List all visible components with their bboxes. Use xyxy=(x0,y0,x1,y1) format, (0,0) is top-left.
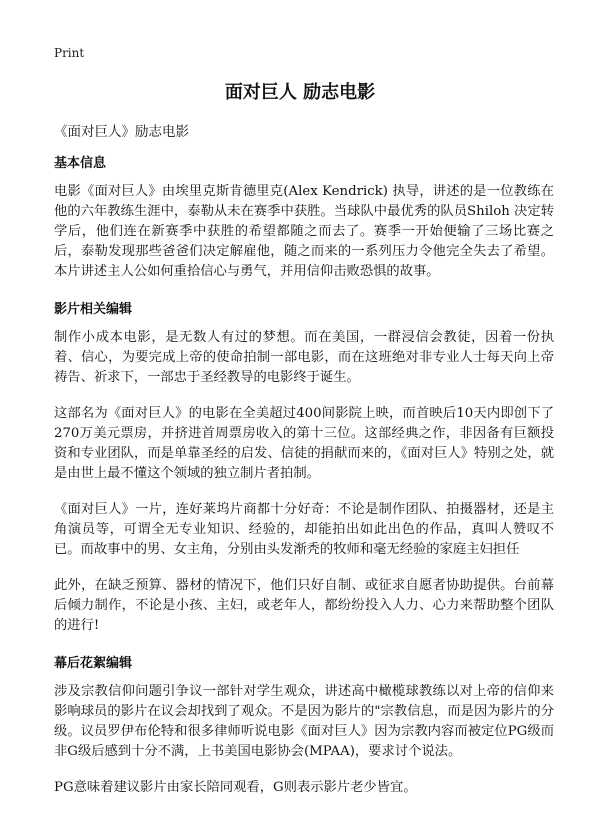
section-heading: 幕后花絮编辑 xyxy=(54,656,133,671)
page-subtitle: 《面对巨人》励志电影 xyxy=(54,124,189,140)
section-behind-scenes xyxy=(54,652,554,798)
article-body xyxy=(54,152,554,814)
paragraph: PG意味着建议影片由家长陪同观看，G则表示影片老少皆宜。 xyxy=(54,780,417,795)
paragraph: 这部名为《面对巨人》的电影在全美超过400间影院上映，而首映后10天内即创下了270万美元票房，并挤进首周票房收入的第十三位。这部经典之作，非因备有巨额投资和专业团队，而是单靠圣经的启发、信徒的捐献而来的，《面对巨人》特别之处，就是由世上最不懂这个领域的独立制片者拍制。 xyxy=(54,406,554,481)
paragraph: 《面对巨人》一片，连好莱坞片商都十分好奇：不论是制作团队、拍摄器材，还是主角演员等，可谓全无专业知识、经验的，却能拍出如此出色的作品，真叫人赞叹不已。而故事中的男、女主角，分别由头发渐秃的牧师和毫无经验的家庭主妇担任 xyxy=(54,502,554,557)
paragraph: 制作小成本电影，是无数人有过的梦想。而在美国，一群浸信会教徒，因着一份执着、信心，为要完成上帝的使命拍制一部电影，而在这班绝对非专业人士每天向上帝祷告、祈求下，一部忠于圣经教导的电影终于诞生。 xyxy=(54,330,554,385)
page-title: 面对巨人 励志电影 xyxy=(224,82,376,103)
section-film-editing xyxy=(54,298,554,636)
paragraph: 电影《面对巨人》由埃里克斯肯德里克(Alex Kendrick) 执导，讲述的是一位教练在他的六年教练生涯中，泰勒从未在赛季中获胜。当球队中最优秀的队员Shiloh 决定转学后，他们连在新赛季中获胜的希望都随之而去了。赛季一开始便输了三场比赛之后，泰勒发现那些爸爸们决定解雇他，随之而来的一系列压力令他完全失去了希望。本片讲述主人公如何重拾信心与勇气，并用信仰击败恐惧的故事。 xyxy=(54,184,554,279)
paragraph: 涉及宗教信仰问题引争议一部针对学生观众，讲述高中橄榄球教练以对上帝的信仰来影响球员的影片在议会却找到了观众。不是因为影片的"宗教信息，而是因为影片的分级。议员罗伊布伦特和很多律师听说电影《面对巨人》因为宗教内容而被定位PG级而非G级后感到十分不满，上书美国电影协会(MPAA)，要求讨个说法。 xyxy=(54,684,554,759)
paragraph: 此外，在缺乏预算、器材的情况下，他们只好自制、或征求自愿者协助提供。台前幕后倾力制作，不论是小孩、主妇，或老年人，都纷纷投入人力、心力来帮助整个团队的进行! xyxy=(54,578,554,633)
section-heading: 影片相关编辑 xyxy=(54,302,133,317)
section-heading: 基本信息 xyxy=(54,156,107,171)
section-basic-info xyxy=(54,152,554,282)
print-link[interactable]: Print xyxy=(54,46,85,60)
